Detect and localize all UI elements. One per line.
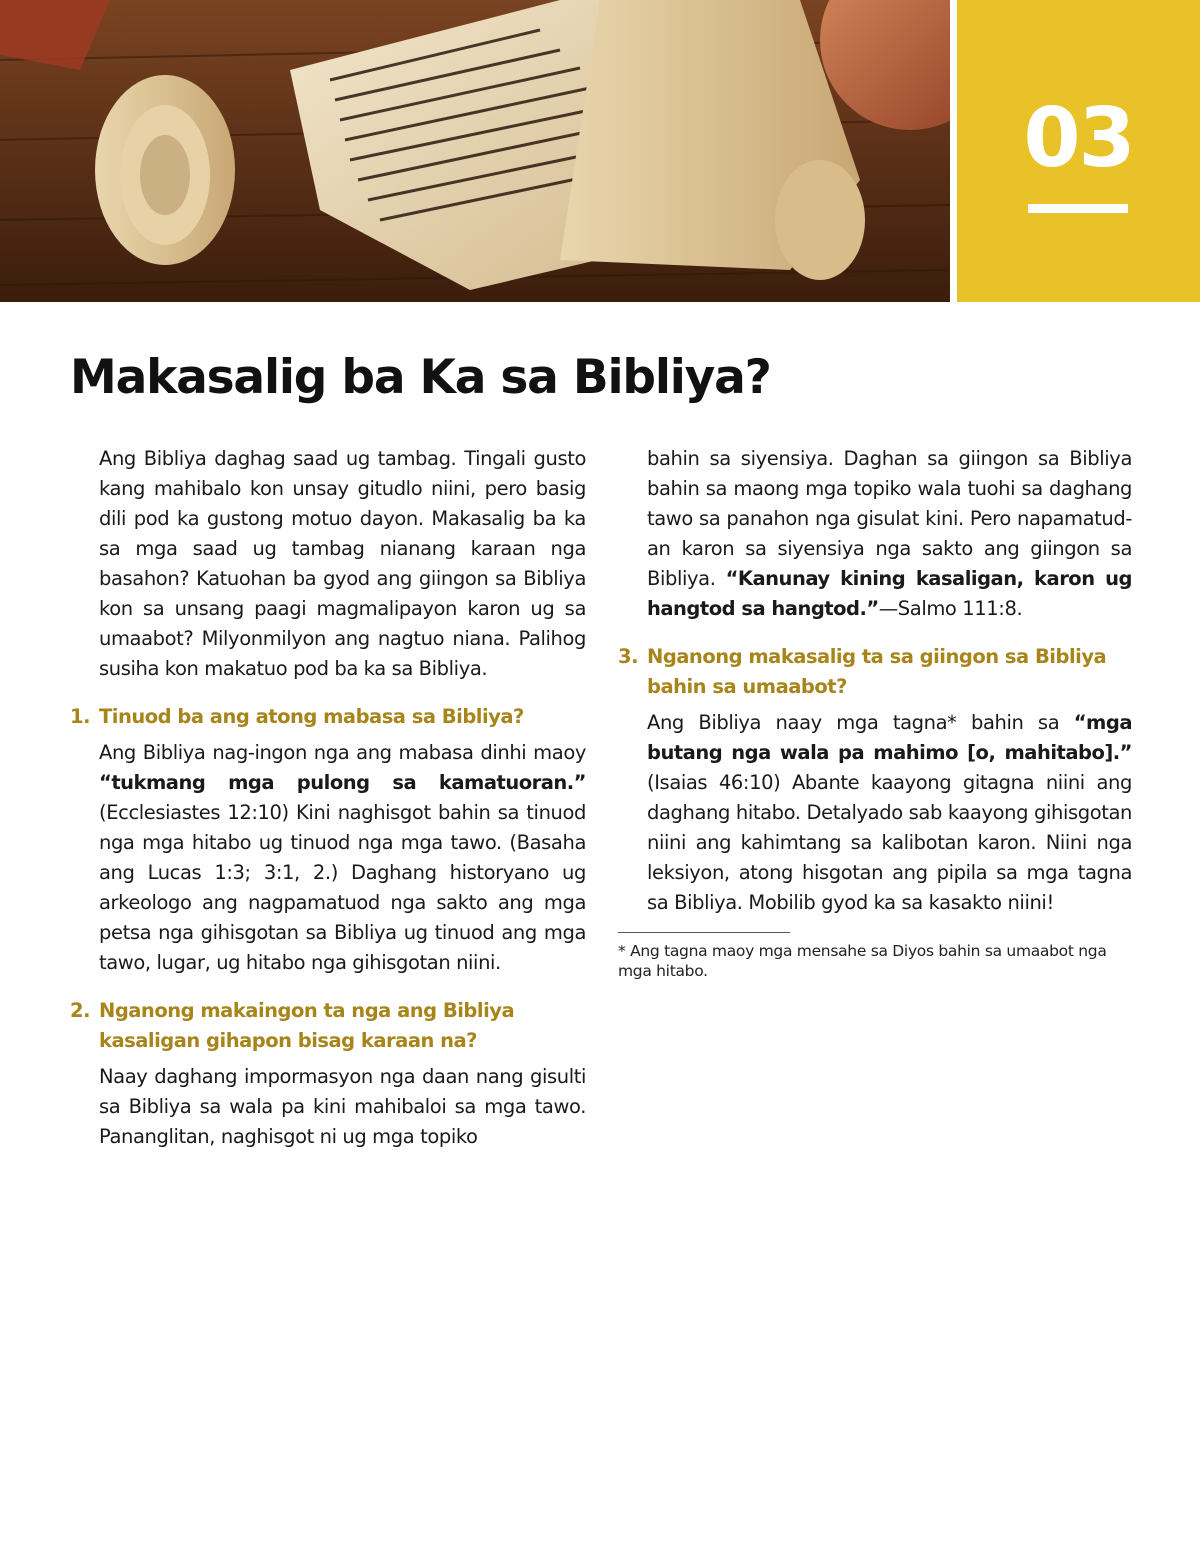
right-column bbox=[618, 444, 1132, 981]
question-1-answer bbox=[70, 738, 586, 978]
intro-paragraph: Ang Bibliya daghag saad ug tambag. Tingali gusto kang mahibalo kon unsay gitudlo niini, pero basig dili pod ka gustong motuo dayon. Makasalig ba ka sa mga saad ug tambag nianang karaan nga basahon? Katuohan ba gyod ang giingon sa Bibliya kon sa unsang paagi magmalipayon karon ug sa umaabot? Milyonmilyon ang nagtuo niana. Palihog susiha kon makatuo pod ba ka sa Bibliya. bbox=[99, 447, 586, 680]
q3-bold-quote: “mga butang nga wala pa mahimo [o, mahitabo].” bbox=[647, 711, 1132, 764]
q3-text-b: (Isaias 46:10) Abante kaayong gitagna niini ang daghang hitabo. Detalyado sab kaayong gihisgotan niini ang kahimtang sa kalibotan karon. Niini nga leksiyon, atong hisgotan ang pipila sa mga tagna sa Bibliya. Mobilib gyod ka sa kasakto niini! bbox=[647, 771, 1132, 914]
question-2-answer-part-1: Naay daghang impormasyon nga daan nang gisulti sa Bibliya sa wala pa kini mahibaloi sa mga tawo. Pananglitan, naghisgot ni ug mga topiko bbox=[99, 1065, 586, 1148]
question-1-heading bbox=[70, 702, 586, 732]
question-3-text: Nganong makasalig ta sa giingon sa Bibliya bahin sa umaabot? bbox=[647, 645, 1107, 698]
question-2-answer-part-2 bbox=[618, 444, 1132, 624]
question-3-answer bbox=[618, 708, 1132, 918]
question-1-number: 1. bbox=[70, 705, 90, 728]
question-2-number: 2. bbox=[70, 999, 90, 1022]
question-2-text: Nganong makaingon ta nga ang Bibliya kasaligan gihapon bisag karaan na? bbox=[99, 999, 515, 1052]
lesson-number: 03 bbox=[1023, 91, 1134, 186]
question-1-text: Tinuod ba ang atong mabasa sa Bibliya? bbox=[99, 705, 524, 728]
left-column bbox=[70, 444, 586, 1152]
q2-text-b: bahin sa siyensiya. Daghan sa giingon sa Bibliya bahin sa maong mga topiko wala tuohi sa daghang tawo sa panahon nga gisulat kini. Pero napamatud-an karon sa siyensiya nga sakto ang giingon sa Bibliya. bbox=[647, 447, 1132, 590]
footnote-divider bbox=[618, 932, 790, 933]
lesson-number-badge bbox=[957, 0, 1200, 302]
q2-bold-quote: “Kanunay kining kasaligan, karon ug hangtod sa hangtod.” bbox=[647, 567, 1133, 620]
footnote: * Ang tagna maoy mga mensahe sa Diyos bahin sa umaabot nga mga hitabo. bbox=[618, 942, 1107, 980]
header-image-scrolls bbox=[0, 0, 950, 302]
question-3-heading bbox=[618, 642, 1132, 702]
q3-text-a: Ang Bibliya naay mga tagna* bahin sa bbox=[647, 711, 1074, 734]
q1-bold-quote: “tukmang mga pulong sa kamatuoran.” bbox=[99, 771, 586, 794]
q1-text-b: (Ecclesiastes 12:10) Kini naghisgot bahin sa tinuod nga mga hitabo ug tinuod nga mga tawo. (Basaha ang Lucas 1:3; 3:1, 2.) Daghang historyano ug arkeologo ang nagpamatuod nga sakto ang mga petsa nga gihisgotan sa Bibliya ug tinuod ang mga tawo, lugar, ug hitabo nga gihisgotan niini. bbox=[99, 801, 586, 974]
badge-underline bbox=[1028, 204, 1128, 213]
q1-text-a: Ang Bibliya nag-ingon nga ang mabasa dinhi maoy bbox=[99, 741, 586, 764]
question-2-heading bbox=[70, 996, 586, 1056]
q2-reference: —Salmo 111:8. bbox=[878, 597, 1023, 620]
question-3-number: 3. bbox=[618, 645, 638, 668]
scrolls-illustration bbox=[0, 0, 950, 302]
page-title: Makasalig ba Ka sa Bibliya? bbox=[70, 350, 771, 405]
